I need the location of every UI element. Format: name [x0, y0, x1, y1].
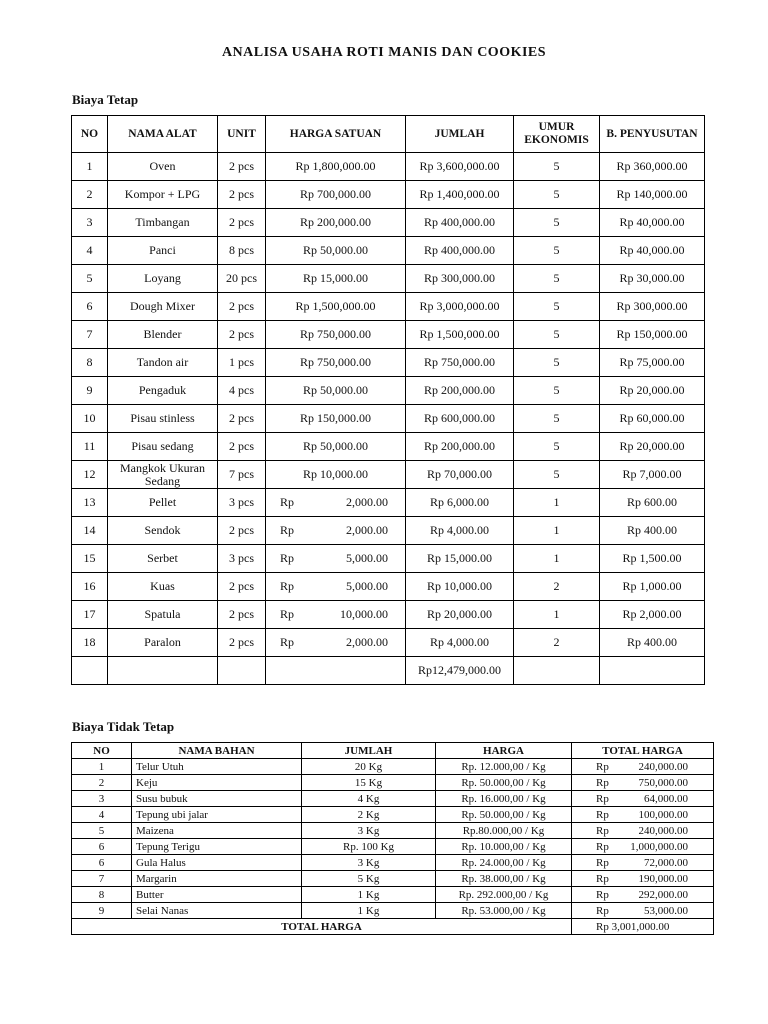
tool-name: Panci — [108, 237, 218, 265]
row-number: 3 — [72, 791, 132, 807]
unit-count: 2 pcs — [218, 601, 266, 629]
total-amount: Rp 3,000,000.00 — [406, 293, 514, 321]
price-value: 240,000.00 — [638, 760, 688, 773]
unit-count: 2 pcs — [218, 153, 266, 181]
tool-name: Tandon air — [108, 349, 218, 377]
row-number: 4 — [72, 237, 108, 265]
total-amount: Rp 3,600,000.00 — [406, 153, 514, 181]
economic-life: 2 — [514, 629, 600, 657]
column-header: UMUR EKONOMIS — [514, 116, 600, 153]
table-row — [72, 545, 705, 573]
unit-count: 8 pcs — [218, 237, 266, 265]
depreciation: Rp 30,000.00 — [600, 265, 705, 293]
price-value: 2,000.00 — [346, 635, 388, 649]
row-number: 6 — [72, 839, 132, 855]
unit-count: 3 pcs — [218, 489, 266, 517]
table-row — [72, 489, 705, 517]
tool-name: Dough Mixer — [108, 293, 218, 321]
row-number: 2 — [72, 181, 108, 209]
currency-label: Rp — [596, 904, 609, 917]
price-per-kg: Rp. 38.000,00 / Kg — [436, 871, 572, 887]
total-amount: Rp 200,000.00 — [406, 377, 514, 405]
price-per-kg: Rp. 24.000,00 / Kg — [436, 855, 572, 871]
depreciation: Rp 1,000.00 — [600, 573, 705, 601]
column-header: JUMLAH — [302, 743, 436, 759]
empty-cell — [72, 657, 108, 685]
empty-cell — [600, 657, 705, 685]
unit-price: Rp 1,800,000.00 — [266, 153, 406, 181]
row-number: 10 — [72, 405, 108, 433]
table-row — [72, 349, 705, 377]
total-price — [572, 775, 714, 791]
table-row — [72, 293, 705, 321]
table-row — [72, 461, 705, 489]
row-number: 7 — [72, 871, 132, 887]
depreciation: Rp 300,000.00 — [600, 293, 705, 321]
unit-price — [266, 573, 406, 601]
price-per-kg: Rp. 50.000,00 / Kg — [436, 807, 572, 823]
economic-life: 1 — [514, 489, 600, 517]
depreciation: Rp 400.00 — [600, 629, 705, 657]
tool-name: Blender — [108, 321, 218, 349]
unit-price — [266, 629, 406, 657]
tool-name: Pisau sedang — [108, 433, 218, 461]
row-number: 9 — [72, 377, 108, 405]
economic-life: 5 — [514, 293, 600, 321]
column-header: NO — [72, 116, 108, 153]
currency-label: Rp — [596, 856, 609, 869]
column-header: NO — [72, 743, 132, 759]
column-header: HARGA — [436, 743, 572, 759]
variable-cost-heading: Biaya Tidak Tetap — [72, 719, 175, 734]
price-per-kg: Rp.80.000,00 / Kg — [436, 823, 572, 839]
ingredient-name: Keju — [132, 775, 302, 791]
row-number: 18 — [72, 629, 108, 657]
currency-label: Rp — [596, 808, 609, 821]
document-title: ANALISA USAHA ROTI MANIS DAN COOKIES — [221, 45, 547, 60]
total-amount: Rp 20,000.00 — [406, 601, 514, 629]
currency-label: Rp — [280, 551, 295, 565]
economic-life: 5 — [514, 321, 600, 349]
currency-label: Rp — [596, 840, 609, 853]
price-value: 2,000.00 — [346, 495, 388, 509]
price-value: 5,000.00 — [346, 579, 388, 593]
unit-count: 2 pcs — [218, 209, 266, 237]
economic-life: 5 — [514, 433, 600, 461]
price-value: 750,000.00 — [638, 776, 688, 789]
price-value: 64,000.00 — [644, 792, 688, 805]
table-row — [72, 181, 705, 209]
currency-label: Rp — [280, 523, 295, 537]
price-value: 72,000.00 — [644, 856, 688, 869]
row-number: 8 — [72, 887, 132, 903]
row-number: 17 — [72, 601, 108, 629]
row-number: 5 — [72, 265, 108, 293]
table-row — [72, 377, 705, 405]
price-value: 240,000.00 — [638, 824, 688, 837]
row-number: 6 — [72, 293, 108, 321]
total-price — [572, 823, 714, 839]
table-header-row — [72, 743, 714, 759]
empty-cell — [108, 657, 218, 685]
tool-name: Timbangan — [108, 209, 218, 237]
table-row — [72, 871, 714, 887]
tool-name: Mangkok Ukuran Sedang — [108, 461, 218, 489]
depreciation: Rp 150,000.00 — [600, 321, 705, 349]
quantity: 5 Kg — [302, 871, 436, 887]
economic-life: 5 — [514, 209, 600, 237]
unit-price: Rp 750,000.00 — [266, 321, 406, 349]
unit-price: Rp 200,000.00 — [266, 209, 406, 237]
total-row — [72, 657, 705, 685]
currency-label: Rp — [280, 579, 295, 593]
grand-total: Rp12,479,000.00 — [406, 657, 514, 685]
economic-life: 5 — [514, 237, 600, 265]
total-price — [572, 759, 714, 775]
depreciation: Rp 20,000.00 — [600, 377, 705, 405]
row-number: 13 — [72, 489, 108, 517]
table-row — [72, 321, 705, 349]
row-number: 2 — [72, 775, 132, 791]
unit-count: 2 pcs — [218, 321, 266, 349]
total-amount: Rp 400,000.00 — [406, 209, 514, 237]
total-amount: Rp 15,000.00 — [406, 545, 514, 573]
currency-label: Rp — [280, 495, 295, 509]
total-amount: Rp 6,000.00 — [406, 489, 514, 517]
total-value: Rp 3,001,000.00 — [572, 919, 714, 935]
variable-cost-rows — [72, 759, 714, 935]
price-value: 10,000.00 — [340, 607, 388, 621]
tool-name: Paralon — [108, 629, 218, 657]
column-header: HARGA SATUAN — [266, 116, 406, 153]
table-header-row — [72, 116, 705, 153]
price-value: 100,000.00 — [638, 808, 688, 821]
table-row — [72, 823, 714, 839]
table-row — [72, 433, 705, 461]
table-row — [72, 791, 714, 807]
table-row — [72, 855, 714, 871]
table-row — [72, 775, 714, 791]
depreciation: Rp 40,000.00 — [600, 237, 705, 265]
currency-label: Rp — [596, 776, 609, 789]
fixed-cost-table — [71, 115, 705, 685]
row-number: 6 — [72, 855, 132, 871]
ingredient-name: Gula Halus — [132, 855, 302, 871]
unit-price: Rp 15,000.00 — [266, 265, 406, 293]
total-price — [572, 887, 714, 903]
unit-count: 2 pcs — [218, 629, 266, 657]
unit-price: Rp 50,000.00 — [266, 377, 406, 405]
table-row — [72, 601, 705, 629]
total-amount: Rp 750,000.00 — [406, 349, 514, 377]
price-per-kg: Rp. 12.000,00 / Kg — [436, 759, 572, 775]
unit-count: 1 pcs — [218, 349, 266, 377]
quantity: 3 Kg — [302, 855, 436, 871]
quantity: 2 Kg — [302, 807, 436, 823]
currency-label: Rp — [596, 760, 609, 773]
depreciation: Rp 400.00 — [600, 517, 705, 545]
column-header: JUMLAH — [406, 116, 514, 153]
row-number: 3 — [72, 209, 108, 237]
row-number: 1 — [72, 153, 108, 181]
unit-price — [266, 545, 406, 573]
total-amount: Rp 300,000.00 — [406, 265, 514, 293]
total-amount: Rp 4,000.00 — [406, 517, 514, 545]
quantity: 1 Kg — [302, 903, 436, 919]
ingredient-name: Margarin — [132, 871, 302, 887]
total-amount: Rp 400,000.00 — [406, 237, 514, 265]
economic-life: 5 — [514, 181, 600, 209]
tool-name: Sendok — [108, 517, 218, 545]
unit-count: 2 pcs — [218, 293, 266, 321]
unit-count: 7 pcs — [218, 461, 266, 489]
total-price — [572, 807, 714, 823]
fixed-cost-heading: Biaya Tetap — [72, 92, 139, 107]
row-number: 9 — [72, 903, 132, 919]
column-header: NAMA BAHAN — [132, 743, 302, 759]
economic-life: 5 — [514, 153, 600, 181]
economic-life: 5 — [514, 265, 600, 293]
depreciation: Rp 7,000.00 — [600, 461, 705, 489]
total-amount: Rp 70,000.00 — [406, 461, 514, 489]
total-label: TOTAL HARGA — [72, 919, 572, 935]
unit-count: 20 pcs — [218, 265, 266, 293]
column-header: NAMA ALAT — [108, 116, 218, 153]
depreciation: Rp 40,000.00 — [600, 209, 705, 237]
unit-price: Rp 10,000.00 — [266, 461, 406, 489]
unit-count: 4 pcs — [218, 377, 266, 405]
total-price — [572, 839, 714, 855]
price-value: 1,000,000.00 — [630, 840, 688, 853]
variable-cost-table — [71, 742, 714, 935]
currency-label: Rp — [280, 635, 295, 649]
economic-life: 1 — [514, 601, 600, 629]
total-amount: Rp 1,500,000.00 — [406, 321, 514, 349]
unit-price: Rp 700,000.00 — [266, 181, 406, 209]
row-number: 4 — [72, 807, 132, 823]
depreciation: Rp 1,500.00 — [600, 545, 705, 573]
table-row — [72, 839, 714, 855]
table-row — [72, 807, 714, 823]
ingredient-name: Butter — [132, 887, 302, 903]
ingredient-name: Tepung Terigu — [132, 839, 302, 855]
table-row — [72, 629, 705, 657]
row-number: 5 — [72, 823, 132, 839]
depreciation: Rp 140,000.00 — [600, 181, 705, 209]
unit-price — [266, 601, 406, 629]
empty-cell — [218, 657, 266, 685]
tool-name: Kuas — [108, 573, 218, 601]
table-row — [72, 573, 705, 601]
row-number: 7 — [72, 321, 108, 349]
ingredient-name: Selai Nanas — [132, 903, 302, 919]
price-value: 292,000.00 — [638, 888, 688, 901]
unit-count: 2 pcs — [218, 181, 266, 209]
economic-life: 5 — [514, 349, 600, 377]
price-per-kg: Rp. 53.000,00 / Kg — [436, 903, 572, 919]
ingredient-name: Maizena — [132, 823, 302, 839]
price-per-kg: Rp. 10.000,00 / Kg — [436, 839, 572, 855]
row-number: 12 — [72, 461, 108, 489]
table-row — [72, 405, 705, 433]
tool-name: Oven — [108, 153, 218, 181]
row-number: 11 — [72, 433, 108, 461]
tool-name: Pellet — [108, 489, 218, 517]
ingredient-name: Susu bubuk — [132, 791, 302, 807]
tool-name: Loyang — [108, 265, 218, 293]
price-value: 2,000.00 — [346, 523, 388, 537]
economic-life: 5 — [514, 405, 600, 433]
total-amount: Rp 1,400,000.00 — [406, 181, 514, 209]
unit-price — [266, 517, 406, 545]
unit-price: Rp 50,000.00 — [266, 237, 406, 265]
row-number: 14 — [72, 517, 108, 545]
column-header: B. PENYUSUTAN — [600, 116, 705, 153]
table-row — [72, 887, 714, 903]
row-number: 1 — [72, 759, 132, 775]
depreciation: Rp 360,000.00 — [600, 153, 705, 181]
total-price — [572, 791, 714, 807]
table-row — [72, 903, 714, 919]
unit-price: Rp 750,000.00 — [266, 349, 406, 377]
depreciation: Rp 20,000.00 — [600, 433, 705, 461]
table-row — [72, 759, 714, 775]
total-amount: Rp 200,000.00 — [406, 433, 514, 461]
price-per-kg: Rp. 16.000,00 / Kg — [436, 791, 572, 807]
quantity: 15 Kg — [302, 775, 436, 791]
economic-life: 1 — [514, 545, 600, 573]
quantity: 3 Kg — [302, 823, 436, 839]
economic-life: 5 — [514, 461, 600, 489]
quantity: 20 Kg — [302, 759, 436, 775]
depreciation: Rp 2,000.00 — [600, 601, 705, 629]
currency-label: Rp — [596, 792, 609, 805]
row-number: 8 — [72, 349, 108, 377]
unit-count: 3 pcs — [218, 545, 266, 573]
row-number: 15 — [72, 545, 108, 573]
tool-name: Kompor + LPG — [108, 181, 218, 209]
price-value: 5,000.00 — [346, 551, 388, 565]
tool-name: Spatula — [108, 601, 218, 629]
total-amount: Rp 10,000.00 — [406, 573, 514, 601]
currency-label: Rp — [596, 824, 609, 837]
economic-life: 1 — [514, 517, 600, 545]
unit-count: 2 pcs — [218, 433, 266, 461]
total-row — [72, 919, 714, 935]
quantity: Rp. 100 Kg — [302, 839, 436, 855]
tool-name: Pengaduk — [108, 377, 218, 405]
table-row — [72, 265, 705, 293]
ingredient-name: Telur Utuh — [132, 759, 302, 775]
price-per-kg: Rp. 292.000,00 / Kg — [436, 887, 572, 903]
currency-label: Rp — [596, 888, 609, 901]
unit-count: 2 pcs — [218, 573, 266, 601]
table-row — [72, 517, 705, 545]
empty-cell — [514, 657, 600, 685]
table-row — [72, 237, 705, 265]
ingredient-name: Tepung ubi jalar — [132, 807, 302, 823]
column-header: UNIT — [218, 116, 266, 153]
quantity: 1 Kg — [302, 887, 436, 903]
unit-price: Rp 50,000.00 — [266, 433, 406, 461]
fixed-cost-rows — [72, 153, 705, 685]
depreciation: Rp 600.00 — [600, 489, 705, 517]
row-number: 16 — [72, 573, 108, 601]
table-row — [72, 153, 705, 181]
depreciation: Rp 75,000.00 — [600, 349, 705, 377]
quantity: 4 Kg — [302, 791, 436, 807]
unit-price: Rp 150,000.00 — [266, 405, 406, 433]
unit-price: Rp 1,500,000.00 — [266, 293, 406, 321]
price-value: 190,000.00 — [638, 872, 688, 885]
total-amount: Rp 4,000.00 — [406, 629, 514, 657]
unit-price — [266, 489, 406, 517]
tool-name: Serbet — [108, 545, 218, 573]
currency-label: Rp — [596, 872, 609, 885]
price-value: 53,000.00 — [644, 904, 688, 917]
currency-label: Rp — [280, 607, 295, 621]
economic-life: 2 — [514, 573, 600, 601]
total-price — [572, 903, 714, 919]
tool-name: Pisau stinless — [108, 405, 218, 433]
column-header: TOTAL HARGA — [572, 743, 714, 759]
total-price — [572, 871, 714, 887]
price-per-kg: Rp. 50.000,00 / Kg — [436, 775, 572, 791]
total-amount: Rp 600,000.00 — [406, 405, 514, 433]
unit-count: 2 pcs — [218, 405, 266, 433]
unit-count: 2 pcs — [218, 517, 266, 545]
table-row — [72, 209, 705, 237]
total-price — [572, 855, 714, 871]
economic-life: 5 — [514, 377, 600, 405]
depreciation: Rp 60,000.00 — [600, 405, 705, 433]
empty-cell — [266, 657, 406, 685]
